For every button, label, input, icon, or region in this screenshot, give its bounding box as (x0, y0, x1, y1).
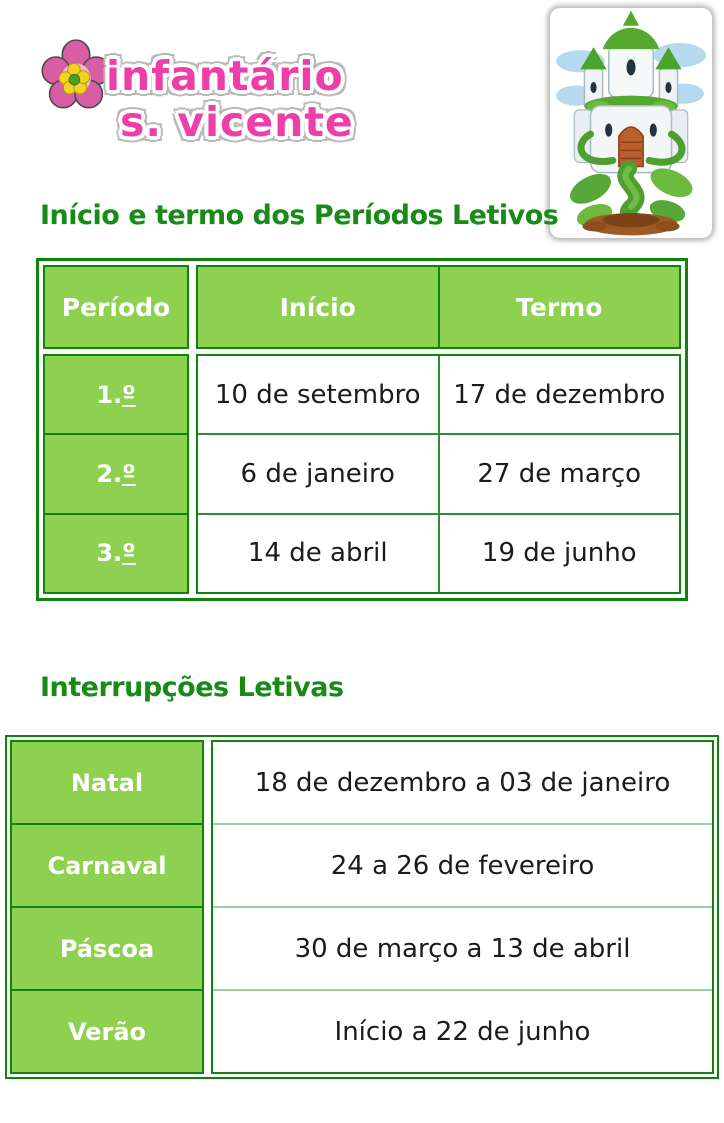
break-pascoa-dates: 30 de março a 13 de abril (213, 906, 712, 989)
breaks-label-column (10, 740, 204, 1074)
break-natal-dates: 18 de dezembro a 03 de janeiro (254, 767, 671, 798)
castle-on-beanstalk-illustration (550, 8, 712, 238)
logo-title-line1: infantário (106, 52, 344, 100)
heading-periods: Início e termo dos Períodos Letivos (40, 200, 559, 231)
period-label-2: 2. º (45, 433, 187, 512)
period-2-inicio: 6 de janeiro (198, 435, 440, 512)
periods-header-inicio: Início (198, 267, 440, 347)
break-label-pascoa: Páscoa (12, 906, 202, 989)
periods-label-column (43, 354, 189, 594)
period-1-inicio: 10 de setembro (198, 356, 440, 433)
breaks-body (211, 740, 714, 1074)
period-1-termo: 17 de dezembro (453, 379, 666, 410)
table-row (198, 433, 679, 512)
periods-header-right (196, 265, 681, 349)
break-label-verao: Verão (12, 989, 202, 1072)
period-label-1: 1. º (96, 380, 136, 409)
break-label-natal: Natal (70, 768, 144, 797)
breaks-table (5, 735, 719, 1079)
periods-header-periodo: Período (43, 265, 189, 349)
break-verao-dates: Início a 22 de junho (213, 989, 712, 1072)
logo-title-line2: s. vicente (120, 98, 354, 146)
table-row (198, 356, 679, 433)
period-3-termo: 19 de junho (481, 538, 637, 569)
flower-icon (38, 38, 114, 114)
table-row (198, 513, 679, 592)
break-carnaval-dates: 24 a 26 de fevereiro (213, 823, 712, 906)
periods-table (36, 258, 688, 601)
period-2-termo: 27 de março (477, 458, 642, 489)
periods-body (196, 354, 681, 594)
break-label-carnaval: Carnaval (12, 823, 202, 906)
heading-breaks: Interrupções Letivas (40, 672, 344, 703)
period-3-inicio: 14 de abril (198, 515, 440, 592)
periods-header-termo: Termo (516, 292, 603, 322)
period-label-3: 3. º (45, 513, 187, 592)
